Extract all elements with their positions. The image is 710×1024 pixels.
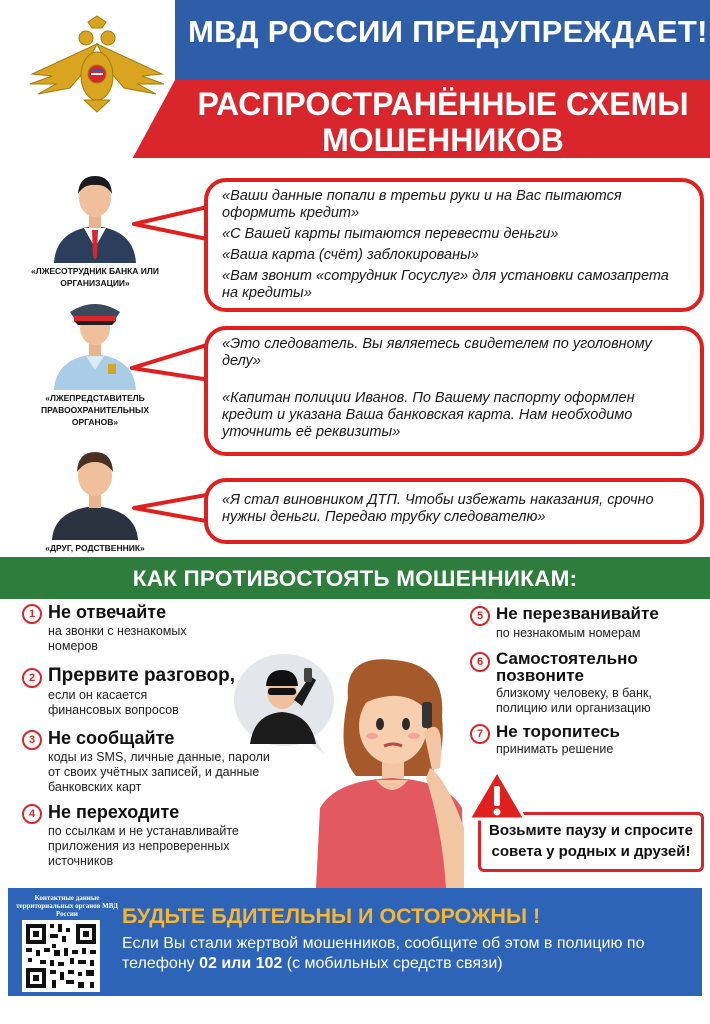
footer-text <box>122 934 692 974</box>
tip-7 <box>470 724 706 760</box>
page-subtitle: РАСПРОСТРАНЁННЫЕ СХЕМЫ МОШЕННИКОВ <box>197 86 689 158</box>
tip-number: 4 <box>22 804 42 824</box>
tip-title: Самостоятельно позвоните <box>496 649 638 685</box>
tip-title: Не отвечайте <box>48 602 167 622</box>
scheme-2-bubble-tail <box>130 338 210 386</box>
tip-title: Не сообщайте <box>48 728 175 748</box>
warning-text: Возьмите паузу и спросите совета у родных и друзей! <box>489 822 693 860</box>
tip-description: по незнакомым номерам <box>496 626 641 640</box>
tip-number: 7 <box>470 724 490 744</box>
scheme-2-label: «ЛЖЕПРЕДСТАВИТЕЛЬ ПРАВООХРАНИТЕЛЬНЫХ ОРГАНОВ» <box>40 393 150 427</box>
scheme-3-quote-1: «Я стал виновником ДТП. Чтобы избежать наказания, срочно нужны деньги. Передаю трубку следователю» <box>222 492 654 525</box>
counter-section-title: КАК ПРОТИВОСТОЯТЬ МОШЕННИКАМ: <box>132 566 578 591</box>
tip-number: 2 <box>22 668 42 688</box>
tip-6 <box>470 649 706 718</box>
tip-number: 1 <box>22 604 42 624</box>
tip-number: 3 <box>22 730 42 750</box>
qr-code-icon[interactable] <box>22 920 100 992</box>
footer-title: БУДЬТЕ БДИТЕЛЬНЫ И ОСТОРОЖНЫ ! <box>122 904 541 928</box>
tip-1 <box>22 604 262 654</box>
footer-text-before: Если Вы стали жертвой мошенников, сообщите об этом в полицию по телефону <box>122 935 645 972</box>
tip-title: Не переходите <box>48 802 180 822</box>
scheme-2-quote-2: «Капитан полиции Иванов. По Вашему паспорту оформлен кредит и указана Ваша банковская карта. Нам необходимо уточнить её реквизиты» <box>222 390 635 440</box>
tip-title: Прервите разговор, <box>48 665 235 686</box>
tip-description: на звонки с незнакомых номеров <box>48 624 187 653</box>
woman-on-phone-icon <box>296 658 486 888</box>
bank-employee-icon <box>50 168 140 263</box>
scheme-3-bubble-tail <box>132 488 212 528</box>
tip-title: Не торопитесь <box>496 722 620 741</box>
scheme-1-quote-2: «С Вашей карты пытаются перевести деньги» <box>222 226 559 242</box>
scheme-3-label: «ДРУГ, РОДСТВЕННИК» <box>45 543 145 553</box>
scheme-2-quote-1: «Это следователь. Вы являетесь свидетелем по уголовному делу» <box>222 336 652 369</box>
scheme-1-quote-4: «Вам звонит «сотрудник Госуслуг» для установки самозапрета на кредиты» <box>222 268 669 301</box>
friend-relative-icon <box>48 440 142 540</box>
scheme-1-quote-3: «Ваша карта (счёт) заблокированы» <box>222 247 479 263</box>
tip-title: Не перезванивайте <box>496 604 659 623</box>
tip-description: по ссылкам и не устанавливайте приложения из непроверенных источников <box>48 824 239 868</box>
tip-description: коды из SMS, личные данные, пароли от своих учётных записей, и данные банковских карт <box>48 750 270 794</box>
tip-4 <box>22 804 292 874</box>
tip-number: 6 <box>470 652 490 672</box>
header <box>0 0 710 163</box>
tip-2 <box>22 665 262 718</box>
tip-5 <box>470 606 706 646</box>
tip-number: 5 <box>470 606 490 626</box>
warning-triangle-icon <box>466 768 528 822</box>
tip-description: если он касается финансовых вопросов <box>48 688 179 717</box>
contacts-caption: Контактные данные территориальных органов МВД России <box>16 894 118 918</box>
scheme-2-bubble <box>204 326 704 456</box>
scheme-1-label: «ЛЖЕСОТРУДНИК БАНКА ИЛИ ОРГАНИЗАЦИИ» <box>31 266 159 288</box>
scheme-1-bubble <box>204 178 704 312</box>
scheme-1-quote-1: «Ваши данные попали в третьи руки и на Вас пытаются оформить кредит» <box>222 188 622 221</box>
footer-text-after: (с мобильных средств связи) <box>282 955 503 972</box>
police-officer-icon <box>50 292 140 390</box>
scheme-1-bubble-tail <box>132 200 212 246</box>
footer-phones[interactable]: 02 или 102 <box>199 955 283 972</box>
tip-description: близкому человеку, в банк, полицию или организацию <box>496 686 652 715</box>
emblem-icon <box>22 14 172 114</box>
tip-description: принимать решение <box>496 742 614 756</box>
scheme-3-bubble <box>204 478 704 544</box>
page-title: МВД РОССИИ ПРЕДУПРЕЖДАЕТ! <box>188 14 708 49</box>
